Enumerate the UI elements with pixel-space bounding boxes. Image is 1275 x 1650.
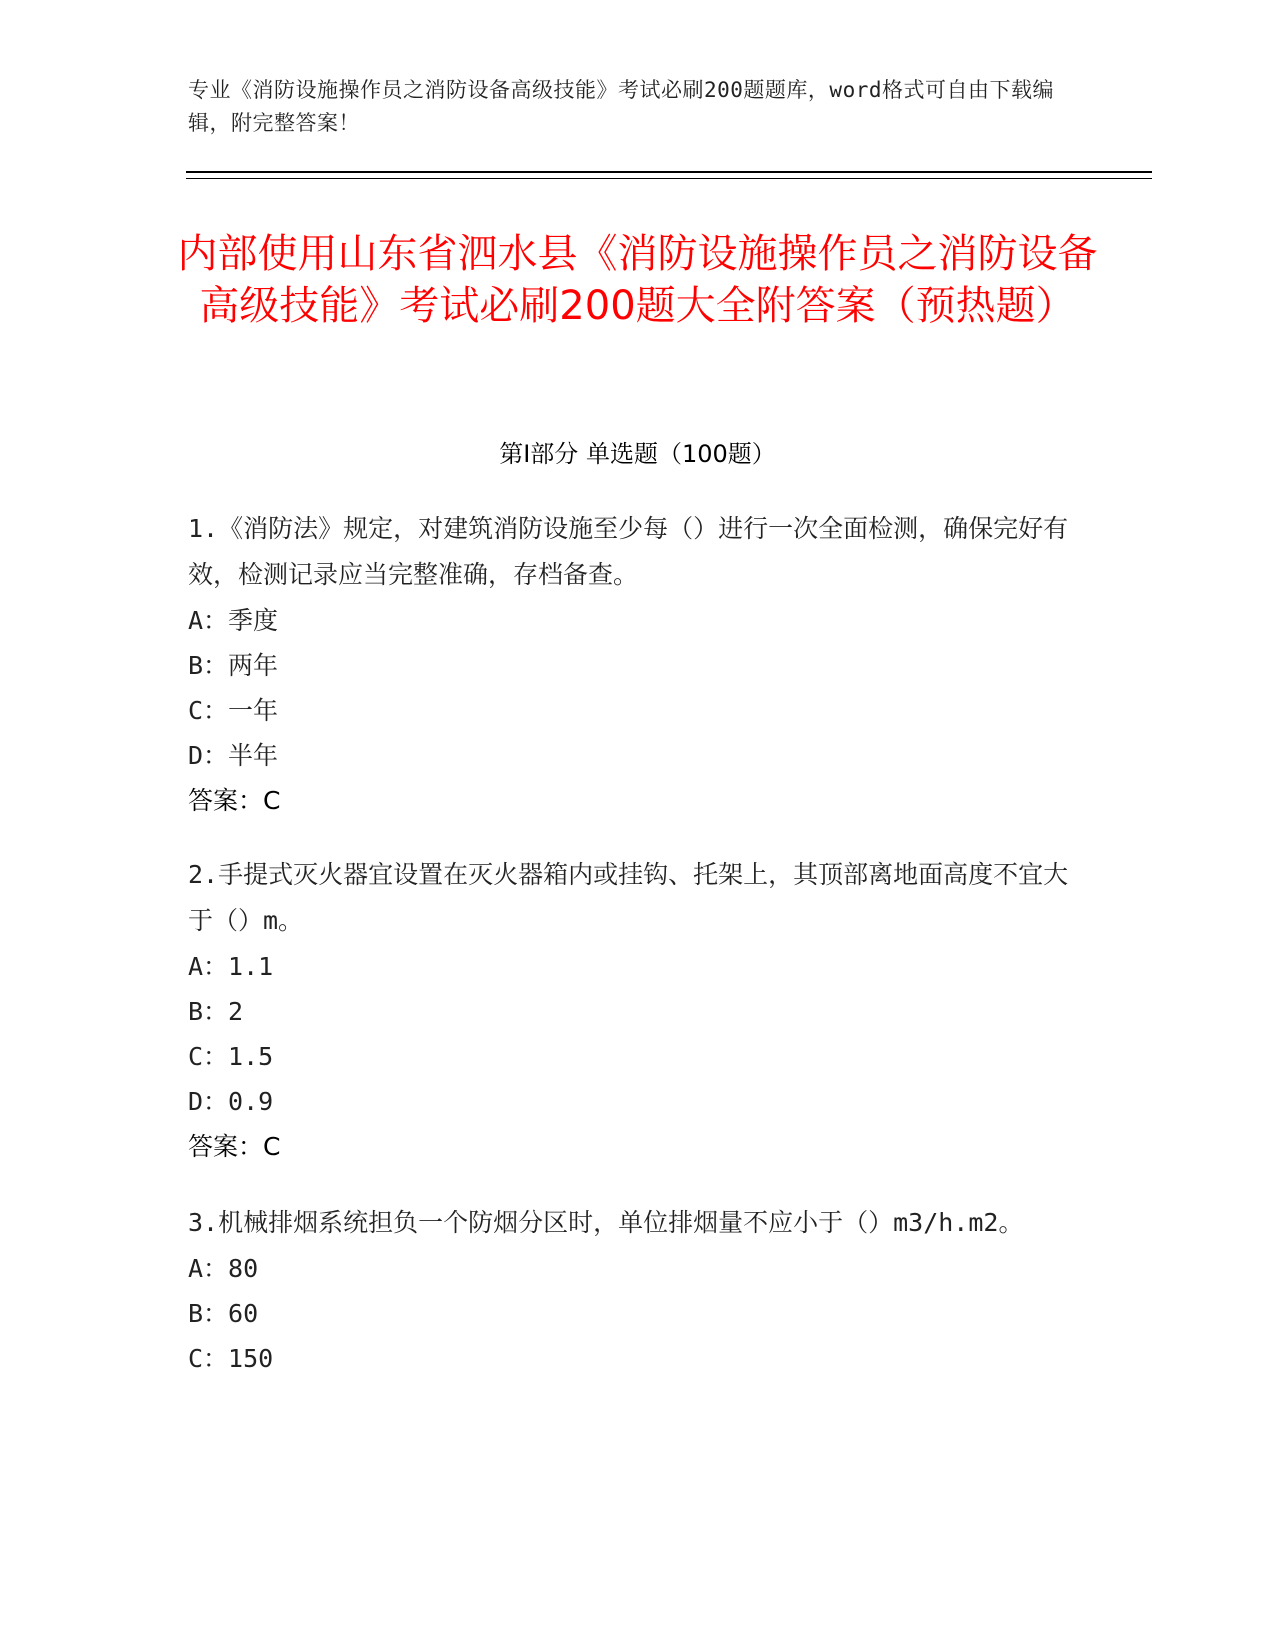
- option-b: B：2: [188, 997, 244, 1026]
- option-a: A：季度: [188, 606, 279, 635]
- document-title: 内部使用山东省泗水县《消防设施操作员之消防设备高级技能》考试必刷200题大全附答案（预热题）: [177, 231, 1098, 329]
- option-b: B：两年: [188, 651, 279, 680]
- question-3: [188, 1200, 1088, 1381]
- question-stem: 3.机械排烟系统担负一个防烟分区时，单位排烟量不应小于（）m3/h.m2。: [188, 1208, 1024, 1237]
- question-stem: 2.手提式灭火器宜设置在灭火器箱内或挂钩、托架上，其顶部离地面高度不宜大于（）m。: [188, 860, 1069, 935]
- question-2: [188, 852, 1088, 1170]
- option-d: D：半年: [188, 741, 279, 770]
- option-c: C：150: [188, 1344, 274, 1373]
- answer-line: 答案：C: [188, 786, 281, 815]
- option-d: D：0.9: [188, 1087, 274, 1116]
- question-1: [188, 506, 1088, 824]
- option-b: B：60: [188, 1299, 259, 1328]
- section-heading: 第Ⅰ部分 单选题（100题）: [499, 440, 776, 468]
- option-c: C：1.5: [188, 1042, 274, 1071]
- option-c: C：一年: [188, 696, 279, 725]
- answer-line: 答案：C: [188, 1132, 281, 1161]
- header-note: 专业《消防设施操作员之消防设备高级技能》考试必刷200题题库，word格式可自由下载编辑，附完整答案！: [188, 78, 1054, 135]
- option-a: A：80: [188, 1254, 259, 1283]
- header-divider-thick: [186, 171, 1152, 173]
- option-a: A：1.1: [188, 952, 274, 981]
- question-stem: 1.《消防法》规定，对建筑消防设施至少每（）进行一次全面检测，确保完好有效，检测记录应当完整准确，存档备查。: [188, 514, 1069, 589]
- header-divider-thin: [186, 178, 1152, 179]
